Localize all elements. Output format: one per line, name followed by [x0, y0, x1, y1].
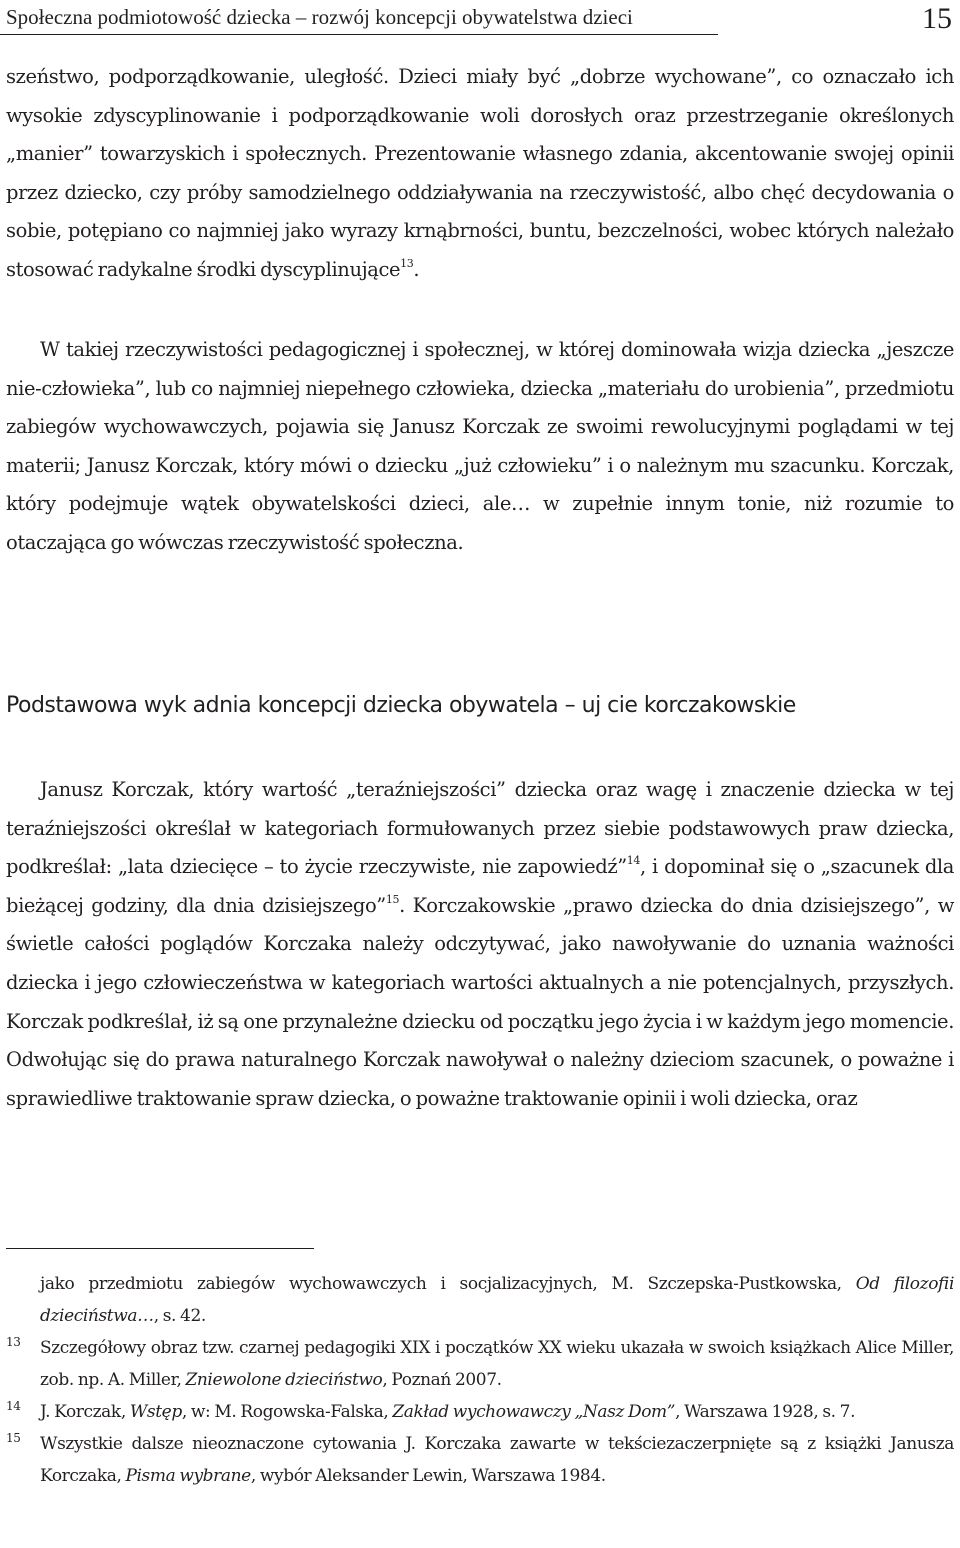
- header-rule: [0, 34, 718, 35]
- footnote-continued-end: , s. 42.: [153, 1306, 206, 1326]
- paragraph-3-part-b: , i dopominał się o „szacunek dla bieżącej godziny, dla dnia dzisiejszego”: [6, 855, 954, 917]
- paragraph-2: W takiej rzeczywistości pedagogicznej i społecznej, w której dominowała wizja dziecka „jeszcze nie-człowieka”, lub co najmniej niepełnego człowieka, dziecka „materiału do urobienia”, przedmiotu zabiegów wychowawczych, pojawia się Janusz Korczak ze swoimi rewolucyjnymi poglądami w tej materii; Janusz Korczak, który mówi o dziecku „już człowieku” i o należnym mu szacunku. Korczak, który podejmuje wątek obywatelskości dzieci, ale… w zupełnie innym tonie, niż rozumie to otaczająca go wówczas rzeczywistość społeczna.: [6, 338, 954, 554]
- footnote-ref-14[interactable]: 14: [626, 854, 640, 868]
- footnote-14-title-2: Zakład wychowawczy „Nasz Dom”: [392, 1402, 676, 1422]
- paragraph-1: [6, 58, 954, 290]
- page-number: 15: [922, 2, 952, 35]
- footnote-14-mid: , w: M. Rogowska-Falska,: [181, 1402, 393, 1422]
- footnote-continued: [0, 1268, 960, 1332]
- footnote-13-end: , Poznań 2007.: [382, 1370, 502, 1390]
- footnote-13-number: 13: [6, 1335, 21, 1349]
- footnote-15-end: , wybór Aleksander Lewin, Warszawa 1984.: [250, 1466, 606, 1486]
- footnote-13-title: Zniewolone dzieciństwo: [185, 1370, 383, 1390]
- footnote-15: [0, 1428, 960, 1492]
- footnote-13: [0, 1332, 960, 1396]
- footnote-continued-text: jako przedmiotu zabiegów wychowawczych i socjalizacyjnych, M. Szczepska-Pustkowska,: [40, 1274, 856, 1294]
- footnote-15-number: 15: [6, 1431, 21, 1445]
- section-heading: Podstawowa wyk adnia koncepcji dziecka obywatela – uj cie korczakowskie: [6, 693, 796, 718]
- footnotes: [0, 1268, 960, 1492]
- footnote-13-text: Szczegółowy obraz tzw. czarnej pedagogiki XIX i początków XX wieku ukazała w swoich książkach Alice Miller, zob. np. A. Miller,: [40, 1338, 954, 1390]
- footnote-ref-15[interactable]: 15: [385, 892, 400, 906]
- footnote-14-text: J. Korczak,: [40, 1402, 130, 1422]
- footnote-15-text: Wszystkie dalsze nieoznaczone cytowania J. Korczaka zawarte w tekściezaczerpnięte są z książki Janusza Korczaka,: [40, 1434, 954, 1486]
- footnote-ref-13[interactable]: 13: [400, 256, 414, 270]
- running-title: Społeczna podmiotowość dziecka – rozwój koncepcji obywatelstwa dzieci: [6, 5, 633, 29]
- page-header: [0, 0, 960, 48]
- footnote-rule: [6, 1248, 314, 1249]
- paragraph-3-part-c: . Korczakowskie „prawo dziecka do dnia dzisiejszego”, w świetle całości poglądów Korczaka należy odczytywać, jako nawoływanie do uznania ważności dziecka i jego człowieczeństwa w kategoriach wartości aktualnych a nie potencjalnych, przyszłych. Korczak podkreślał, iż są one przynależne dziecku od początku jego życia i w każdym jego momencie. Odwołując się do prawa naturalnego Korczak nawoływał o należny dzieciom szacunek, o poważne i sprawiedliwe traktowanie spraw dziecka, o poważne traktowanie opinii i woli dziecka, oraz: [6, 893, 954, 1110]
- paragraph-1-text: szeństwo, podporządkowanie, uległość. Dzieci miały być „dobrze wychowane”, co oznaczało ich wysokie zdyscyplinowanie i podporządkowanie woli dorosłych oraz przestrzeganie określonych „manier” towarzyskich i społecznych. Prezentowanie własnego zdania, akcentowanie swojej opinii przez dziecko, czy próby samodzielnego oddziaływania na rzeczywistość, albo chęć decydowania o sobie, potępiano co najmniej jako wyrazy krnąbrności, buntu, bezczelności, wobec których należało stosować radykalne środki dyscyplinujące: [6, 65, 954, 281]
- footnote-14: [0, 1396, 960, 1428]
- footnote-14-number: 14: [6, 1399, 21, 1413]
- paragraph-3: [6, 771, 954, 1118]
- paragraph-1-end: .: [413, 257, 420, 281]
- paragraph-3-part-a: Janusz Korczak, który wartość „teraźniejszości” dziecka oraz wagę i znaczenie dziecka w tej teraźniejszości określał w kategoriach formułowanych przez siebie podstawowych praw dziecka, podkreślał: „lata dziecięce – to życie rzeczywiste, nie zapowiedź”: [6, 778, 954, 879]
- footnote-15-title: Pisma wybrane: [125, 1466, 251, 1486]
- footnote-14-title-1: Wstęp: [129, 1402, 182, 1422]
- footnote-continued-title: Od filozofii dzieciństwa…: [40, 1274, 954, 1326]
- footnote-14-end: , Warszawa 1928, s. 7.: [675, 1402, 856, 1422]
